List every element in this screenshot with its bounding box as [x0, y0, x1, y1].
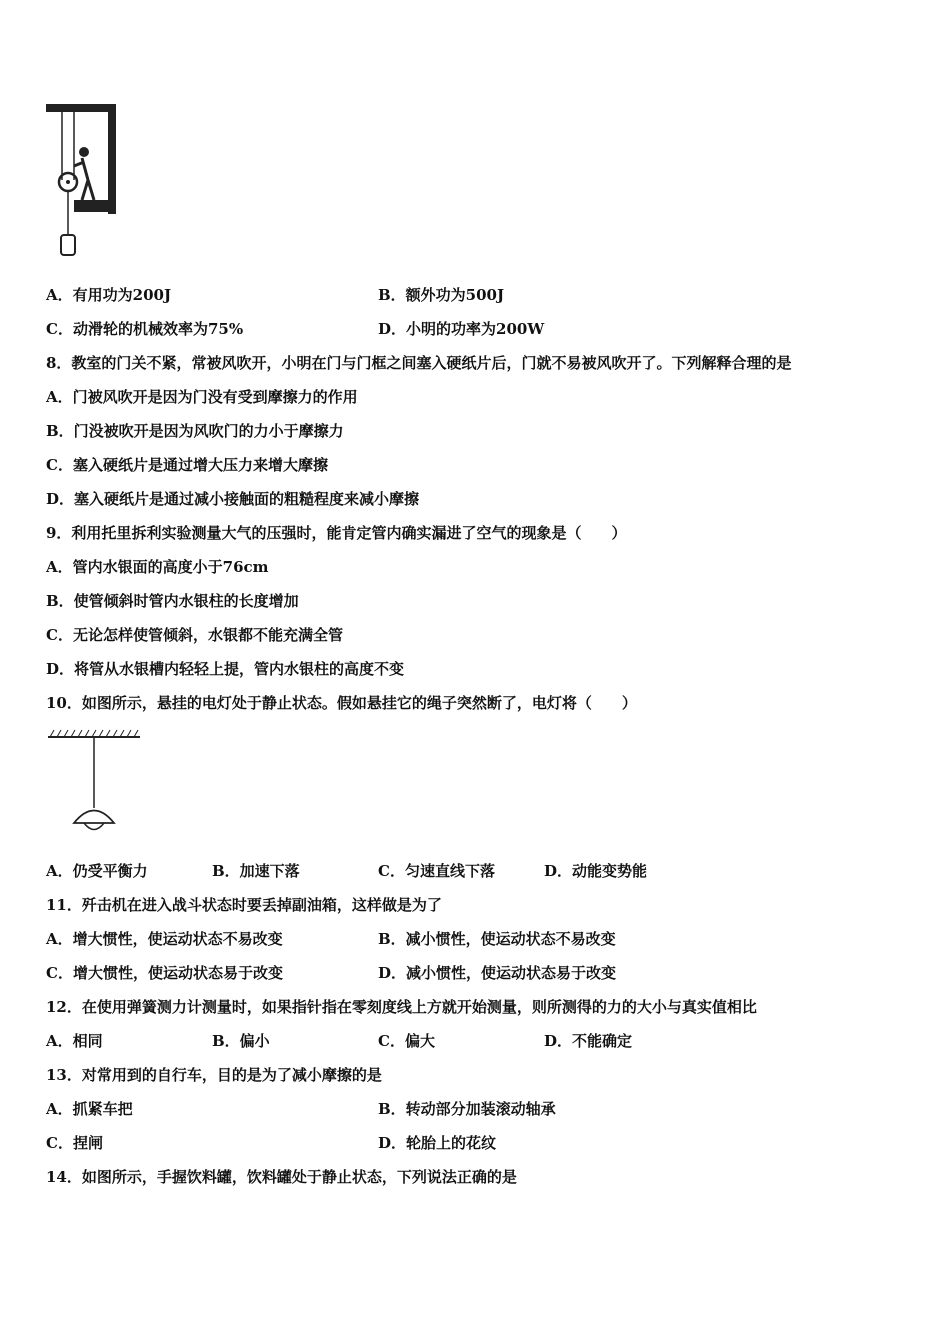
q12-option-b[interactable]: B．偏小 [212, 1032, 270, 1050]
q8-option-a[interactable]: A．门被风吹开是因为门没有受到摩擦力的作用 [46, 388, 358, 406]
q9-option-d[interactable]: D．将管从水银槽内轻轻上提，管内水银柱的高度不变 [46, 660, 405, 678]
q13-option-b[interactable]: B．转动部分加装滚动轴承 [378, 1100, 556, 1118]
q10-option-d[interactable]: D．动能变势能 [544, 862, 648, 880]
q8-option-b[interactable]: B．门没被吹开是因为风吹门的力小于摩擦力 [46, 422, 344, 440]
q9-stem: 9．利用托里拆利实验测量大气的压强时，能肯定管内确实漏进了空气的现象是（ ） [46, 524, 627, 542]
q10-stem: 10．如图所示，悬挂的电灯处于静止状态。假如悬挂它的绳子突然断了，电灯将（ ） [46, 694, 637, 712]
q13-option-d[interactable]: D．轮胎上的花纹 [378, 1134, 497, 1152]
q13-option-a[interactable]: A．抓紧车把 [46, 1100, 133, 1118]
q12-option-d[interactable]: D．不能确定 [544, 1032, 633, 1050]
q14-stem: 14．如图所示，手握饮料罐，饮料罐处于静止状态，下列说法正确的是 [46, 1168, 517, 1186]
q13-option-c[interactable]: C．捏闸 [46, 1134, 103, 1152]
q9-option-a[interactable]: A．管内水银面的高度小于76cm [46, 558, 269, 576]
q12-option-c[interactable]: C．偏大 [378, 1032, 435, 1050]
q11-option-c[interactable]: C．增大惯性，使运动状态易于改变 [46, 964, 283, 982]
q12-option-a[interactable]: A．相同 [46, 1032, 103, 1050]
q11-option-b[interactable]: B．减小惯性，使运动状态不易改变 [378, 930, 616, 948]
hanging-lamp-figure [44, 728, 144, 843]
q9-option-b[interactable]: B．使管倾斜时管内水银柱的长度增加 [46, 592, 299, 610]
q11-option-a[interactable]: A．增大惯性，使运动状态不易改变 [46, 930, 283, 948]
q10-option-c[interactable]: C．匀速直线下落 [378, 862, 495, 880]
q12-stem: 12．在使用弹簧测力计测量时，如果指针指在零刻度线上方就开始测量，则所测得的力的大小与真实值相比 [46, 998, 757, 1016]
q11-stem: 11．歼击机在进入战斗状态时要丢掉副油箱，这样做是为了 [46, 896, 442, 914]
pulley-figure [44, 100, 124, 265]
q7-option-d[interactable]: D．小明的功率为200W [378, 320, 545, 338]
q7-option-c[interactable]: C．动滑轮的机械效率为75% [46, 320, 244, 338]
q8-stem: 8．教室的门关不紧，常被风吹开，小明在门与门框之间塞入硬纸片后，门就不易被风吹开了。下列解释合理的是 [46, 354, 792, 372]
q7-option-b[interactable]: B．额外功为500J [378, 286, 505, 304]
q10-option-b[interactable]: B．加速下落 [212, 862, 300, 880]
q8-option-c[interactable]: C．塞入硬纸片是通过增大压力来增大摩擦 [46, 456, 328, 474]
q10-option-a[interactable]: A．仍受平衡力 [46, 862, 148, 880]
q9-option-c[interactable]: C．无论怎样使管倾斜，水银都不能充满全管 [46, 626, 343, 644]
q11-option-d[interactable]: D．减小惯性，使运动状态易于改变 [378, 964, 617, 982]
q8-option-d[interactable]: D．塞入硬纸片是通过减小接触面的粗糙程度来减小摩擦 [46, 490, 420, 508]
q13-stem: 13．对常用到的自行车，目的是为了减小摩擦的是 [46, 1066, 382, 1084]
q7-option-a[interactable]: A．有用功为200J [46, 286, 172, 304]
